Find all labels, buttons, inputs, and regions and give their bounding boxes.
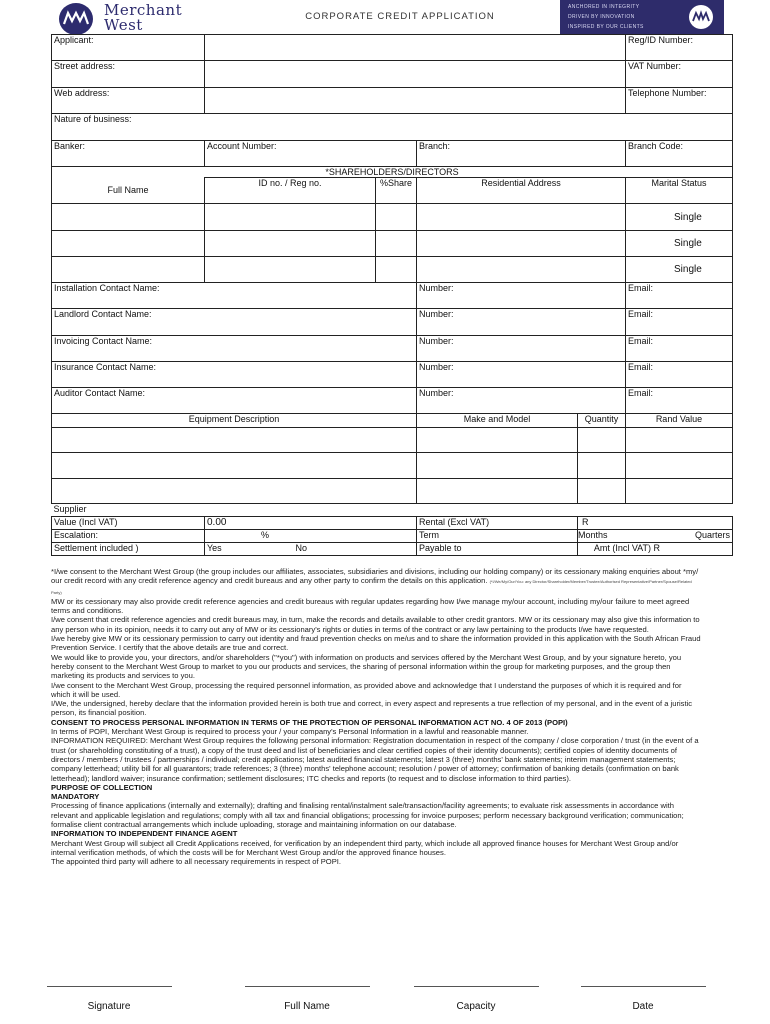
consent-paragraph: INFORMATION REQUIRED: Merchant West Group requires the following personal information: Registration documentation in respect of the company / close corporation / trust (in the event of a trust (or shareholding constituting of a trust), a copy of the trust deed and list of beneficiaries and clear certified copies of their identity documents); certified copies of identity documents of directors / members / trustees / partnerships / individual; credit applications; latest audited financial statements; latest 3 (three) months' bank statements; interim management statements; company letterhead; utility bill for all guarantors; trade references; 3 (three) months' telephone account; resolution / power of attorney; confirmation of banking details (confirmation on bank letterhead); landlord waiver; insurance confirmation; settlement disclosures; ITC checks and reports (to request and to disclose information to third parties).: [51, 736, 699, 783]
full-name-field[interactable]: [237, 982, 377, 1012]
consent-paragraph: MW or its cessionary may also provide credit reference agencies and credit bureaus with regular updates regarding how I/we manage my/our account, including my/our failure to meet agreed terms and conditions.: [51, 596, 690, 616]
value-label: Value (Incl VAT): [52, 517, 205, 530]
consent-text: [51, 567, 701, 867]
vat-number-field[interactable]: VAT Number:: [626, 61, 733, 88]
mw-badge-icon: [688, 4, 714, 30]
full-name-label: Full Name: [284, 1001, 330, 1012]
signature-block: [51, 982, 751, 1022]
consent-paragraph: The appointed third party will adhere to all necessary requirements in respect of POPI.: [51, 857, 341, 867]
shareholder-share-input[interactable]: [376, 231, 417, 257]
marital-status-select[interactable]: Single: [626, 257, 733, 283]
shareholder-share-input[interactable]: [376, 204, 417, 231]
applicant-label: Applicant:: [52, 35, 205, 61]
term-label: Term: [417, 530, 578, 543]
col-equipment-description: Equipment Description: [52, 414, 417, 428]
contact-email-field[interactable]: Email:: [626, 283, 733, 309]
col-full-name: Full Name: [52, 178, 205, 204]
contact-number-field[interactable]: Number:: [417, 309, 626, 336]
street-address-field[interactable]: [205, 61, 626, 88]
consent-paragraph: Merchant West Group will subject all Credit Applications received, for verification by an independent third party, which include all approved finance houses for Merchant West Group and/or internal verification methods, of which the costs will be for Merchant West Group and/or the approved finance houses.: [51, 838, 679, 857]
col-residential-address: Residential Address: [417, 178, 626, 204]
equipment-value-input[interactable]: [626, 479, 733, 504]
contact-number-field[interactable]: Number:: [417, 283, 626, 309]
escalation-input[interactable]: %: [205, 530, 417, 543]
reg-number-field[interactable]: Reg/ID Number:: [626, 35, 733, 61]
banner-line-1: ANCHORED IN INTEGRITY: [568, 4, 640, 10]
settlement-no-label: No: [295, 543, 308, 553]
signature-field[interactable]: [39, 982, 179, 1012]
shareholder-name-input[interactable]: [52, 231, 205, 257]
date-field[interactable]: [573, 982, 713, 1012]
shareholder-address-input[interactable]: [417, 257, 626, 283]
purpose-heading: PURPOSE OF COLLECTION: [51, 782, 153, 792]
consent-paragraph: I/we consent to the Merchant West Group, processing the required personnel information, as provided above and acknowledge that I understand the purposes of which it is required and for which it will be used.: [51, 680, 682, 699]
mw-logo-icon: [58, 2, 94, 36]
landlord-contact-field[interactable]: Landlord Contact Name:: [52, 309, 417, 336]
rental-label: Rental (Excl VAT): [417, 517, 578, 530]
term-months-option[interactable]: Months: [578, 530, 626, 543]
telephone-field[interactable]: Telephone Number:: [626, 88, 733, 114]
consent-paragraph: Processing of finance applications (internally and externally); drafting and finalising rental/instalment sale/transaction/facility agreements; to evaluate risk assessments in accordance with relevant and applicable legislation and regulations; comply with all tax and financial obligations; processing for invoice purposes; perform necessary background verification; communication; formalise client contractual arrangements which include uploading, storage and maintaining information on our database.: [51, 801, 684, 830]
consent-footnote: (*I/We/My/Our/You: any Director/Shareholder/Member/Trustee/Authorised Representative/Partner/Spouse/Related Party): [51, 579, 692, 595]
web-address-field[interactable]: [205, 88, 626, 114]
shareholder-address-input[interactable]: [417, 231, 626, 257]
branch-field[interactable]: Branch:: [417, 141, 626, 167]
consent-paragraph: In terms of POPI, Merchant West Group is required to process your / your company's Personal Information in a lawful and reasonable manner.: [51, 727, 529, 737]
col-rand-value: Rand Value: [626, 414, 733, 428]
signature-label: Signature: [87, 1001, 131, 1012]
shareholder-name-input[interactable]: [52, 204, 205, 231]
merchant-west-logo: [58, 2, 198, 36]
application-form-table: [51, 34, 733, 556]
web-address-label: Web address:: [52, 88, 205, 114]
equipment-description-input[interactable]: [52, 428, 417, 453]
shareholders-title: *SHAREHOLDERS/DIRECTORS: [52, 167, 733, 178]
popi-heading: CONSENT TO PROCESS PERSONAL INFORMATION IN TERMS OF THE PROTECTION OF PERSONAL INFORMATION ACT NO. 4 OF 2013 (POPI): [51, 717, 568, 727]
page-title: CORPORATE CREDIT APPLICATION: [305, 11, 495, 22]
capacity-label: Capacity: [456, 1001, 496, 1012]
finance-agent-heading: INFORMATION TO INDEPENDENT FINANCE AGENT: [51, 829, 238, 839]
equipment-make-input[interactable]: [417, 428, 578, 453]
installation-contact-field[interactable]: Installation Contact Name:: [52, 283, 417, 309]
insurance-contact-field[interactable]: Insurance Contact Name:: [52, 362, 417, 388]
settlement-yes-option[interactable]: Yes: [205, 543, 376, 556]
term-quarters-option[interactable]: Quarters: [626, 530, 733, 543]
nature-of-business-field[interactable]: Nature of business:: [52, 114, 733, 141]
escalation-label: Escalation:: [52, 530, 205, 543]
shareholder-name-input[interactable]: [52, 257, 205, 283]
supplier-label: Supplier: [52, 504, 733, 517]
auditor-contact-field[interactable]: Auditor Contact Name:: [52, 388, 417, 414]
shareholder-id-input[interactable]: [205, 204, 376, 231]
consent-paragraph-text: *I/we consent to the Merchant West Group (the group includes our affiliates, associates, subsidiaries and divisions, including our holding company) or its cessionary making enquiries about *my/ our credit record with any credit reference agency and credit bureaus and any other party to confirm the details on this application.: [51, 567, 699, 586]
settlement-no-option[interactable]: [295, 543, 417, 556]
payable-to-label: Payable to: [417, 543, 578, 556]
applicant-field[interactable]: [205, 35, 626, 61]
shareholder-id-input[interactable]: [205, 231, 376, 257]
contact-number-field[interactable]: Number:: [417, 362, 626, 388]
consent-paragraph: I/we hereby give MW or its cessionary permission to carry out identity and fraud prevention checks on me/us and to share the information provided in this application with the South African Fraud Prevention Service. I certify that the above details are true and correct.: [51, 634, 701, 653]
contact-email-field[interactable]: Email:: [626, 309, 733, 336]
equipment-value-input[interactable]: [626, 453, 733, 479]
banker-field[interactable]: Banker:: [52, 141, 205, 167]
capacity-field[interactable]: [406, 982, 546, 1012]
contact-number-field[interactable]: Number:: [417, 336, 626, 362]
equipment-description-input[interactable]: [52, 479, 417, 504]
shareholder-id-input[interactable]: [205, 257, 376, 283]
rental-input[interactable]: R: [578, 517, 733, 530]
col-share: %Share: [376, 178, 417, 204]
brand-line-2: West: [104, 16, 143, 34]
equipment-quantity-input[interactable]: [578, 428, 626, 453]
consent-paragraph: [51, 567, 701, 597]
col-id-no: ID no. / Reg no.: [205, 178, 376, 204]
equipment-quantity-input[interactable]: [578, 479, 626, 504]
brand-line-1: Merchant: [104, 1, 183, 19]
value-input[interactable]: 0.00: [205, 517, 417, 530]
brand-banner: [560, 0, 724, 34]
col-marital-status: Marital Status: [626, 178, 733, 204]
branch-code-field[interactable]: Branch Code:: [626, 141, 733, 167]
settlement-label: Settlement included ): [52, 543, 205, 556]
contact-email-field[interactable]: Email:: [626, 388, 733, 414]
col-make-model: Make and Model: [417, 414, 578, 428]
mandatory-heading: MANDATORY: [51, 792, 100, 802]
equipment-make-input[interactable]: [417, 479, 578, 504]
contact-number-field[interactable]: Number:: [417, 388, 626, 414]
account-number-field[interactable]: Account Number:: [205, 141, 417, 167]
amount-incl-vat-input[interactable]: Amt (Incl VAT) R: [578, 543, 733, 556]
shareholder-address-input[interactable]: [417, 204, 626, 231]
consent-paragraph: We would like to provide you, your directors, and/or shareholders ("*you") with information on products and services offered by the Merchant West Group, and by your signature hereto, you hereby consent to the Merchant West Group to market to you our products and services, the sharing of personal information within the group for marketing purposes, and the group then marketing its products and services to you.: [51, 652, 682, 681]
equipment-make-input[interactable]: [417, 453, 578, 479]
banner-line-2: DRIVEN BY INNOVATION: [568, 14, 635, 20]
equipment-description-input[interactable]: [52, 453, 417, 479]
equipment-quantity-input[interactable]: [578, 453, 626, 479]
marital-status-select[interactable]: Single: [626, 231, 733, 257]
consent-paragraph: I/we consent that credit reference agencies and credit bureaus may, in turn, make the records and details available to other credit grantors. MW or its cessionary may also give this information to any person who in its opinion, needs it to carry out any of MW or its cessionary's rights or duties in terms of the contract or any law pertaining to the products I/we have requested.: [51, 615, 700, 634]
date-label: Date: [632, 1001, 654, 1012]
invoicing-contact-field[interactable]: Invoicing Contact Name:: [52, 336, 417, 362]
contact-email-field[interactable]: Email:: [626, 336, 733, 362]
shareholder-share-input[interactable]: [376, 257, 417, 283]
equipment-value-input[interactable]: [626, 428, 733, 453]
banner-line-3: INSPIRED BY OUR CLIENTS: [568, 24, 644, 30]
consent-paragraph: I/We, the undersigned, hereby declare that the information provided herein is both true and correct, in every aspect and represents a true reflection of my personal, and in the event of a juristic person, its financial position.: [51, 699, 693, 718]
col-quantity: Quantity: [578, 414, 626, 428]
marital-status-select[interactable]: Single: [626, 204, 733, 231]
street-address-label: Street address:: [52, 61, 205, 88]
contact-email-field[interactable]: Email:: [626, 362, 733, 388]
